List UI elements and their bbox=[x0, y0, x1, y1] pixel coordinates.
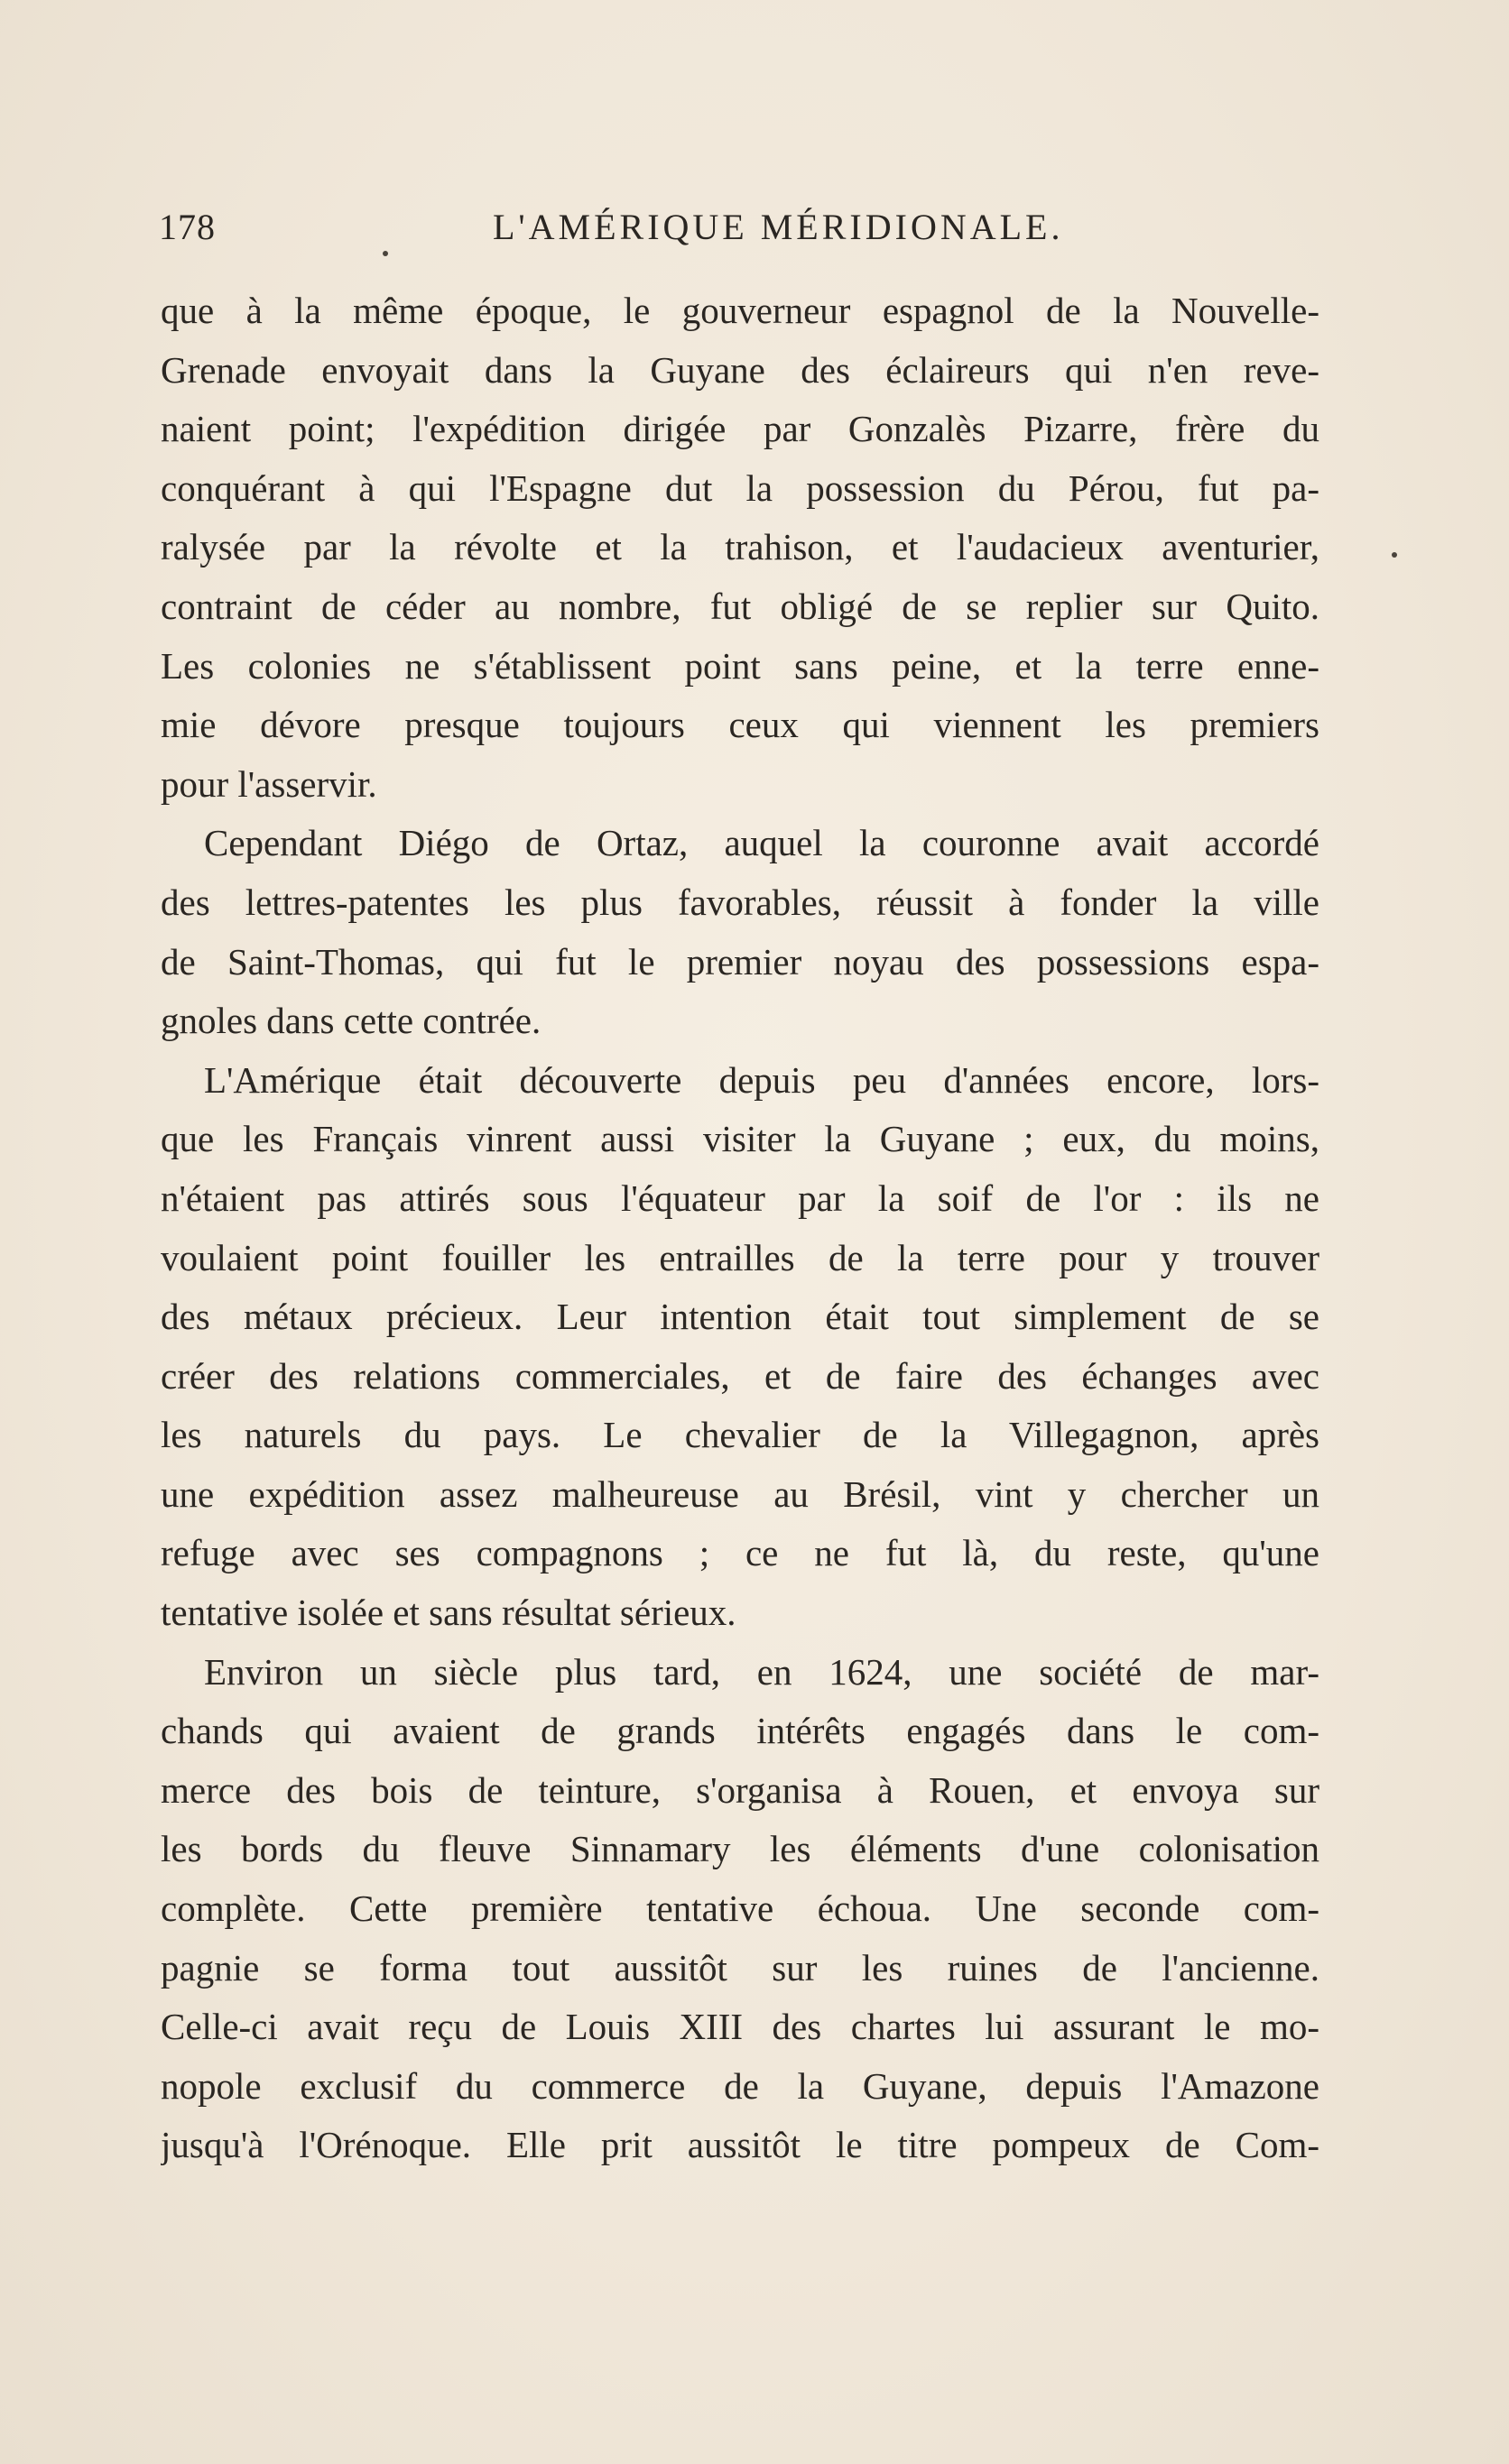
text-line: gnoles dans cette contrée. bbox=[161, 1000, 542, 1042]
text-line: pour l'asservir. bbox=[161, 762, 377, 805]
body-text bbox=[161, 281, 1319, 2175]
text-line: des métaux précieux. Leur intention était tout simplement de se bbox=[161, 1296, 1319, 1338]
text-line: naient point; l'expédition dirigée par Gonzalès Pizarre, frère du bbox=[161, 408, 1319, 450]
text-line: pagnie se forma tout aussitôt sur les ruines de l'ancienne. bbox=[161, 1946, 1319, 1989]
text-line: Les colonies ne s'établissent point sans peine, et la terre enne- bbox=[161, 644, 1319, 687]
text-line: jusqu'à l'Orénoque. Elle prit aussitôt le titre pompeux de Com- bbox=[161, 2124, 1319, 2166]
text-line: une expédition assez malheureuse au Brésil, vint y chercher un bbox=[161, 1472, 1319, 1515]
text-line: ralysée par la révolte et la trahison, et l'audacieux aventurier, bbox=[161, 526, 1319, 568]
text-line: conquérant à qui l'Espagne dut la possession du Pérou, fut pa- bbox=[161, 466, 1319, 509]
page-number: 178 bbox=[159, 207, 216, 247]
text-line: des lettres-patentes les plus favorables, réussit à fonder la ville bbox=[161, 881, 1319, 923]
text-line: chands qui avaient de grands intérêts engagés dans le com- bbox=[161, 1710, 1319, 1752]
text-line: que les Français vinrent aussi visiter la Guyane ; eux, du moins, bbox=[161, 1118, 1319, 1160]
text-line: refuge avec ses compagnons ; ce ne fut là, du reste, qu'une bbox=[161, 1532, 1319, 1574]
text-line: Grenade envoyait dans la Guyane des éclaireurs qui n'en reve- bbox=[161, 348, 1319, 391]
ink-speck bbox=[1392, 552, 1397, 558]
text-line: Cependant Diégo de Ortaz, auquel la couronne avait accordé bbox=[204, 822, 1319, 864]
text-line: Environ un siècle plus tard, en 1624, une société de mar- bbox=[204, 1650, 1319, 1693]
text-line: nopole exclusif du commerce de la Guyane, depuis l'Amazone bbox=[161, 2064, 1319, 2107]
text-line: L'Amérique était découverte depuis peu d'années encore, lors- bbox=[204, 1058, 1319, 1101]
text-line: les naturels du pays. Le chevalier de la Villegagnon, après bbox=[161, 1414, 1319, 1456]
text-line: mie dévore presque toujours ceux qui viennent les premiers bbox=[161, 704, 1319, 746]
text-line: Celle-ci avait reçu de Louis XIII des chartes lui assurant le mo- bbox=[161, 2006, 1319, 2048]
text-line: de Saint-Thomas, qui fut le premier noyau des possessions espa- bbox=[161, 940, 1319, 983]
text-line: les bords du fleuve Sinnamary les éléments d'une colonisation bbox=[161, 1828, 1319, 1870]
ink-speck bbox=[383, 251, 388, 256]
text-line: merce des bois de teinture, s'organisa à Rouen, et envoya sur bbox=[161, 1768, 1319, 1811]
text-line: créer des relations commerciales, et de faire des échanges avec bbox=[161, 1354, 1319, 1397]
page-header bbox=[159, 206, 1323, 260]
text-line: complète. Cette première tentative échoua. Une seconde com- bbox=[161, 1887, 1319, 1930]
text-line: contraint de céder au nombre, fut obligé de se replier sur Quito. bbox=[161, 585, 1319, 627]
text-line: voulaient point fouiller les entrailles de la terre pour y trouver bbox=[161, 1236, 1319, 1278]
running-title: L'AMÉRIQUE MÉRIDIONALE. bbox=[493, 207, 1064, 247]
text-line: que à la même époque, le gouverneur espagnol de la Nouvelle- bbox=[161, 290, 1319, 331]
text-line: tentative isolée et sans résultat sérieux. bbox=[161, 1592, 736, 1634]
text-line: n'étaient pas attirés sous l'équateur par la soif de l'or : ils ne bbox=[161, 1177, 1319, 1219]
